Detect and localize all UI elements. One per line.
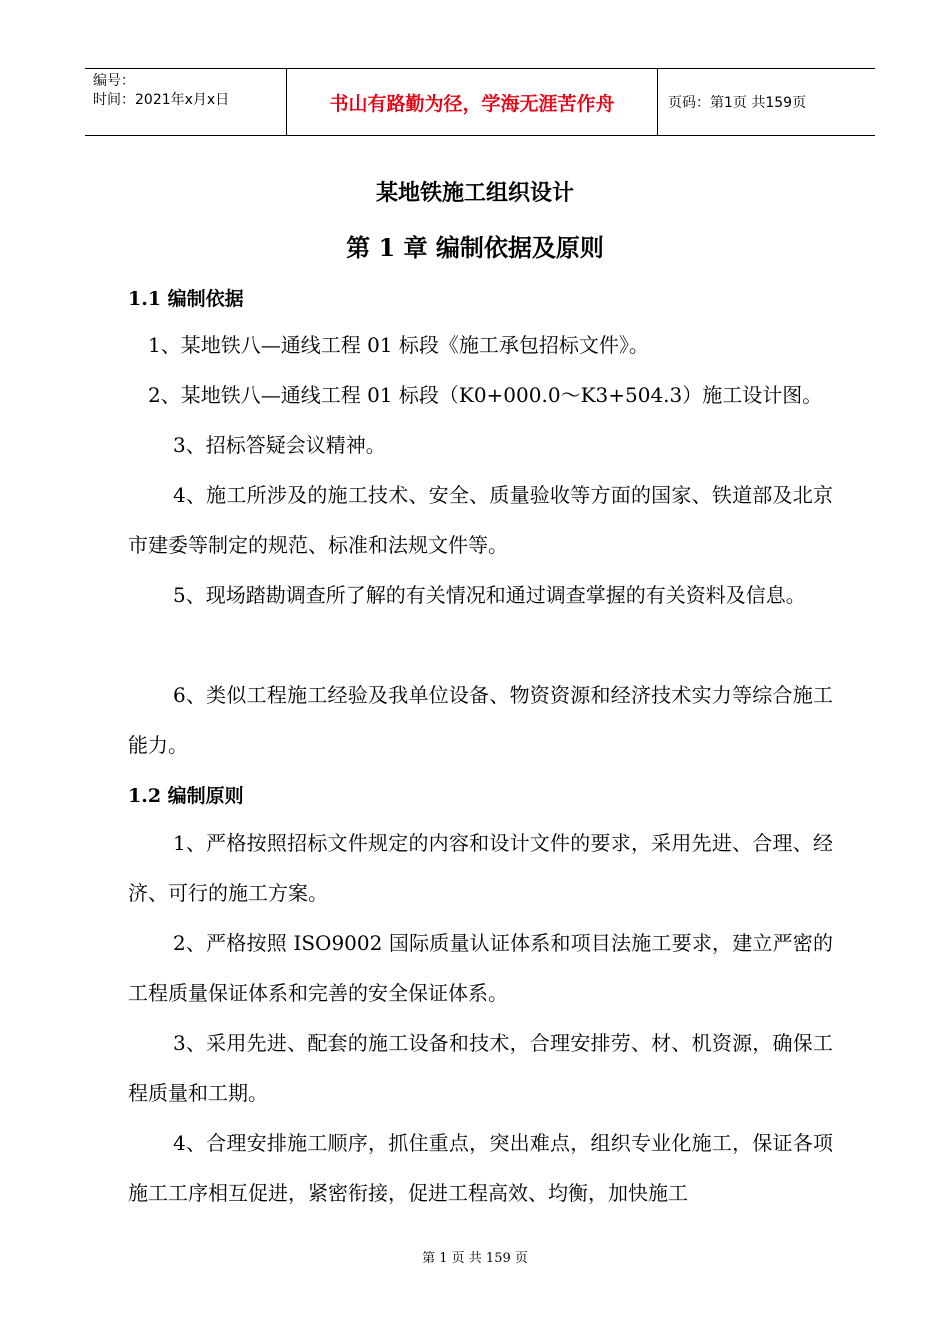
section-heading-1-1: 1.1 编制依据	[128, 288, 244, 310]
page-footer: 第 1 页 共 159 页	[422, 1251, 528, 1266]
paragraph: 4、合理安排施工顺序，抓住重点，突出难点，组织专业化施工，保证各项施工工序相互促进，紧密衔接，促进工程高效、均衡，加快施工	[128, 1131, 833, 1205]
paragraph: 3、采用先进、配套的施工设备和技术，合理安排劳、材、机资源，确保工程质量和工期。	[128, 1031, 833, 1105]
chapter-title: 第 1 章 编制依据及原则	[346, 233, 604, 262]
paragraph: 6、类似工程施工经验及我单位设备、物资资源和经济技术实力等综合施工能力。	[128, 683, 833, 757]
document-title: 某地铁施工组织设计	[375, 180, 574, 206]
paragraph: 2、严格按照 ISO9002 国际质量认证体系和项目法施工要求，建立严密的工程质量保证体系和完善的安全保证体系。	[128, 931, 833, 1005]
paragraph: 4、施工所涉及的施工技术、安全、质量验收等方面的国家、铁道部及北京市建委等制定的规范、标准和法规文件等。	[128, 483, 833, 557]
page-header	[85, 68, 875, 136]
paragraph: 2、某地铁八—通线工程 01 标段（K0+000.0～K3+504.3）施工设计图。	[148, 383, 823, 407]
header-page-info: 页码：第1页 共159页	[668, 95, 807, 111]
header-meta	[85, 69, 286, 135]
paragraph: 5、现场踏勘调查所了解的有关情况和通过调查掌握的有关资料及信息。	[173, 583, 806, 607]
doc-time-label: 时间：2021年x月x日	[93, 92, 230, 108]
paragraph: 1、某地铁八—通线工程 01 标段《施工承包招标文件》。	[148, 333, 649, 357]
paragraph: 1、严格按照招标文件规定的内容和设计文件的要求，采用先进、合理、经济、可行的施工方案。	[128, 831, 833, 905]
paragraph: 3、招标答疑会议精神。	[173, 433, 386, 457]
doc-number-label: 编号：	[93, 73, 135, 89]
header-motto: 书山有路勤为径，学海无涯苦作舟	[286, 69, 658, 135]
section-heading-1-2: 1.2 编制原则	[128, 785, 244, 807]
